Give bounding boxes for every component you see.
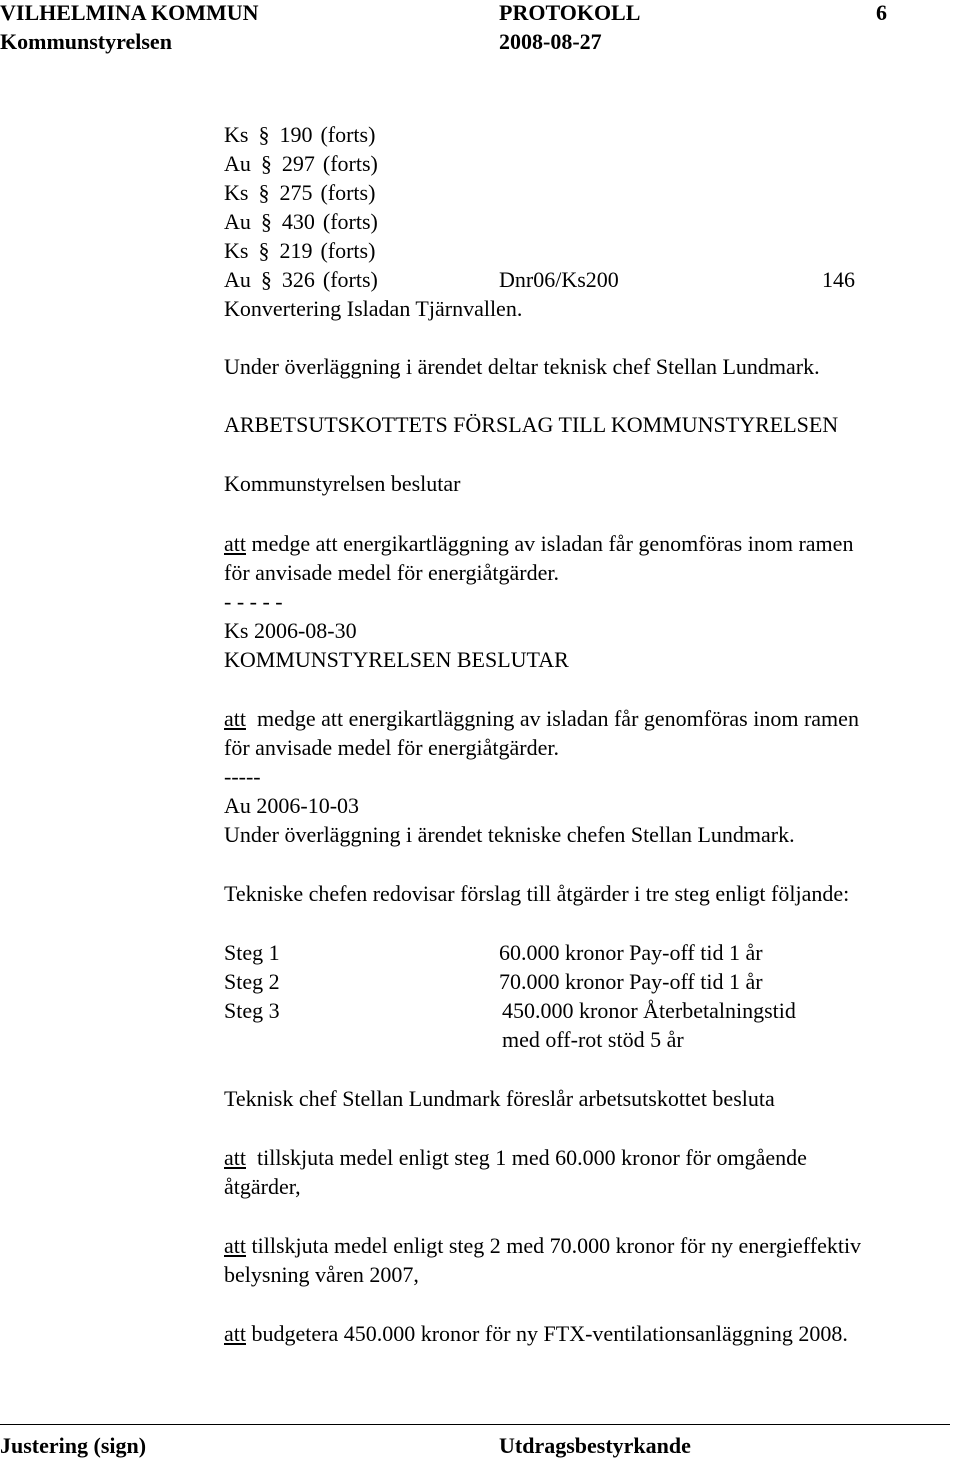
decision-1-line-2: för anvisade medel för energiåtgärder. xyxy=(224,560,559,585)
section-sign: § xyxy=(258,238,270,263)
reference-note: (forts) xyxy=(322,267,378,292)
att-word: att xyxy=(224,1145,246,1170)
reference-note: (forts) xyxy=(322,209,378,234)
reference-number: 275 xyxy=(279,180,313,205)
ks-heading: KOMMUNSTYRELSEN BESLUTAR xyxy=(224,647,569,672)
footer-justering: Justering (sign) xyxy=(0,1433,147,1458)
reference-number: 297 xyxy=(281,151,315,176)
section-sign: § xyxy=(260,267,272,292)
header-body: Kommunstyrelsen xyxy=(0,29,172,54)
reference-number: 219 xyxy=(279,238,313,263)
reference-prefix: Ks xyxy=(224,122,249,147)
reference-note: (forts) xyxy=(320,122,376,147)
att-word: att xyxy=(224,706,246,731)
reference-prefix: Au xyxy=(224,151,251,176)
step-label: Steg 1 xyxy=(224,940,280,965)
reference-note: (forts) xyxy=(320,238,376,263)
au-proposal-heading: ARBETSUTSKOTTETS FÖRSLAG TILL KOMMUNSTYRELSEN xyxy=(224,412,839,437)
header-org: VILHELMINA KOMMUN xyxy=(0,0,259,25)
att-word: att xyxy=(224,531,246,556)
section-sign: § xyxy=(260,151,272,176)
proposal-3-line-1: att budgetera 450.000 kronor för ny FTX-ventilationsanläggning 2008. xyxy=(224,1321,848,1346)
subject: Konvertering Isladan Tjärnvallen. xyxy=(224,296,523,321)
step-3-continuation: med off-rot stöd 5 år xyxy=(502,1027,684,1052)
reference-number: 326 xyxy=(281,267,315,292)
reference-prefix: Ks xyxy=(224,180,249,205)
step-text: 450.000 kronor Återbetalningstid xyxy=(502,998,796,1023)
header-date: 2008-08-27 xyxy=(499,29,602,54)
reference-row xyxy=(224,238,375,264)
step-label: Steg 2 xyxy=(224,969,280,994)
header-doc-type: PROTOKOLL xyxy=(499,0,641,25)
section-sign: § xyxy=(258,122,270,147)
proposal-2-line-2: belysning våren 2007, xyxy=(224,1262,419,1287)
reference-prefix: Ks xyxy=(224,238,249,263)
reference-note: (forts) xyxy=(320,180,376,205)
presents-text: Tekniske chefen redovisar förslag till åtgärder i tre steg enligt följande: xyxy=(224,881,850,906)
au-participation: Under överläggning i ärendet tekniske chefen Stellan Lundmark. xyxy=(224,822,795,847)
reference-row xyxy=(224,180,375,206)
decision-2-line-2: för anvisade medel för energiåtgärder. xyxy=(224,735,559,760)
participation-text: Under överläggning i ärendet deltar teknisk chef Stellan Lundmark. xyxy=(224,354,820,379)
au-date: Au 2006-10-03 xyxy=(224,793,360,818)
footer-rule xyxy=(0,1424,950,1425)
reference-number: 190 xyxy=(279,122,313,147)
reference-prefix: Au xyxy=(224,267,251,292)
separator-1: - - - - - xyxy=(224,589,283,614)
ks-decides: Kommunstyrelsen beslutar xyxy=(224,471,461,496)
reference-note: (forts) xyxy=(322,151,378,176)
step-text: 70.000 kronor Pay-off tid 1 år xyxy=(499,969,763,994)
reference-row xyxy=(224,122,375,148)
section-sign: § xyxy=(258,180,270,205)
reference-number: 430 xyxy=(281,209,315,234)
separator-2: ----- xyxy=(224,764,261,789)
decision-2-line-1: att medge att energikartläggning av isladan får genomföras inom ramen xyxy=(224,706,859,731)
header-page-number: 6 xyxy=(876,0,887,25)
decision-1-line-1: att medge att energikartläggning av isladan får genomföras inom ramen xyxy=(224,531,854,556)
dnr: Dnr06/Ks200 xyxy=(499,267,619,292)
proposes-text: Teknisk chef Stellan Lundmark föreslår arbetsutskottet besluta xyxy=(224,1086,775,1111)
step-label: Steg 3 xyxy=(224,998,280,1023)
proposal-1-line-2: åtgärder, xyxy=(224,1174,301,1199)
reference-row xyxy=(224,267,378,293)
ks-date: Ks 2006-08-30 xyxy=(224,618,357,643)
att-word: att xyxy=(224,1233,246,1258)
reference-row xyxy=(224,151,378,177)
reference-prefix: Au xyxy=(224,209,251,234)
proposal-1-line-1: att tillskjuta medel enligt steg 1 med 60.000 kronor för omgående xyxy=(224,1145,807,1170)
section-sign: § xyxy=(260,209,272,234)
proposal-2-line-1: att tillskjuta medel enligt steg 2 med 70.000 kronor för ny energieffektiv xyxy=(224,1233,862,1258)
step-text: 60.000 kronor Pay-off tid 1 år xyxy=(499,940,763,965)
att-word: att xyxy=(224,1321,246,1346)
paragraph-number: 146 xyxy=(822,267,855,292)
reference-row xyxy=(224,209,378,235)
footer-utdrag: Utdragsbestyrkande xyxy=(499,1433,691,1458)
